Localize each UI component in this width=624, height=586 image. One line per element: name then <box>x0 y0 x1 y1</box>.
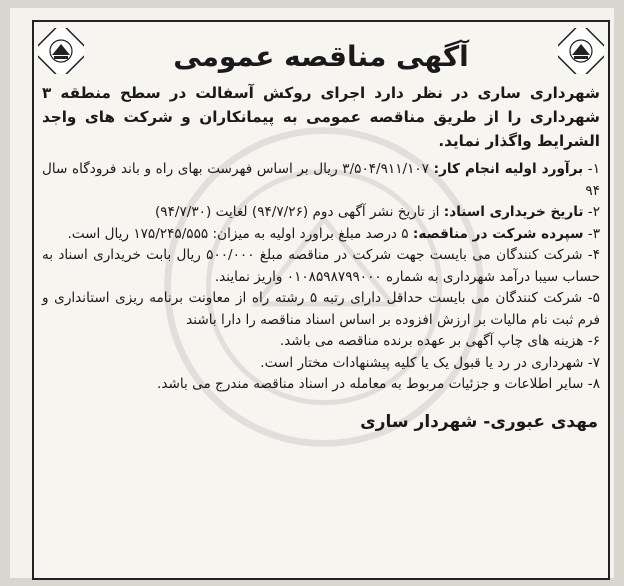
item-text: ۳/۵۰۴/۹۱۱/۱۰۷ ریال بر اساس فهرست بهای راه و باند فرودگاه سال ۹۴ <box>42 161 600 199</box>
notice-title: آگهی مناقصه عمومی <box>173 40 469 73</box>
item-text: سایر اطلاعات و جزئیات مربوط به معامله در اسناد مناقصه مندرج می باشد. <box>157 376 584 392</box>
item-text: هزینه های چاپ آگهی بر عهده برنده مناقصه می باشد. <box>279 333 584 349</box>
item-label: برآورد اولیه انجام کار: <box>433 161 584 177</box>
list-item: ۳- سپرده شرکت در مناقصه: ۵ درصد مبلغ براورد اولیه به میزان: ۱۷۵/۲۴۵/۵۵۵ ریال است. <box>67 225 600 242</box>
signature-line: مهدی عبوری- شهردار ساری <box>360 411 598 432</box>
list-item: ۱- برآورد اولیه انجام کار: ۳/۵۰۴/۹۱۱/۱۰۷ ریال بر اساس فهرست بهای راه و باند فرودگاه سال ۹۴ <box>42 161 600 199</box>
item-label: سپرده شرکت در مناقصه: <box>412 225 584 242</box>
newspaper-clipping <box>10 8 614 578</box>
list-item: ۲- تاریخ خریداری اسناد: از تاریخ نشر آگهی دوم (۹۴/۷/۲۶) لغایت (۹۴/۷/۳۰) <box>154 204 600 220</box>
list-item: ۷- شهرداری در رد یا قبول یک یا کلیه پیشنهادات مختار است. <box>260 354 600 371</box>
item-text: از تاریخ نشر آگهی دوم (۹۴/۷/۲۶) لغایت (۹۴/۷/۳۰) <box>154 204 444 220</box>
item-text: شهرداری در رد یا قبول یک یا کلیه پیشنهادات مختار است. <box>260 354 584 371</box>
notice-body <box>42 28 600 572</box>
notice-frame <box>32 20 610 580</box>
list-item: ۶- هزینه های چاپ آگهی بر عهده برنده مناقصه می باشد. <box>279 333 600 349</box>
list-item: ۴- شرکت کنندگان می بایست جهت شرکت در مناقصه مبلغ ۵۰۰/۰۰۰ ریال بابت خریداری اسناد به حساب سیبا درآمد شهرداری به شماره ۰۱۰۸۵۹۸۷۹۹۰۰۰ واریز نمایند. <box>42 247 600 285</box>
item-text: شرکت کنندگان می بایست جهت شرکت در مناقصه مبلغ ۵۰۰/۰۰۰ ریال بابت خریداری اسناد به حساب سیبا درآمد شهرداری به شماره ۰۱۰۸۵۹۸۷۹۹۰۰۰ واریز نمایند. <box>42 247 600 285</box>
item-text: ۵ درصد مبلغ براورد اولیه به میزان: ۱۷۵/۲۴۵/۵۵۵ ریال است. <box>67 225 413 242</box>
item-label: تاریخ خریداری اسناد: <box>443 204 584 220</box>
conditions-list <box>42 159 600 396</box>
item-text: شرکت کنندگان می بایست حداقل دارای رتبه ۵ رشته راه از معاونت برنامه ریزی استانداری و فرم ثبت نام مالیات بر ارزش افزوده بر اساس اسناد مناقصه را دارا باشند <box>42 290 600 328</box>
notice-lead-paragraph: شهرداری ساری در نظر دارد اجرای روکش آسفالت در سطح منطقه ۳ شهرداری را از طریق مناقصه عمومی به پیمانکاران و شرکت های واجد الشرایط واگذار نماید. <box>42 84 600 150</box>
list-item: ۵- شرکت کنندگان می بایست حداقل دارای رتبه ۵ رشته راه از معاونت برنامه ریزی استانداری و فرم ثبت نام مالیات بر ارزش افزوده بر اساس اسناد مناقصه را دارا باشند <box>42 290 600 328</box>
list-item: ۸- سایر اطلاعات و جزئیات مربوط به معامله در اسناد مناقصه مندرج می باشد. <box>157 376 600 392</box>
